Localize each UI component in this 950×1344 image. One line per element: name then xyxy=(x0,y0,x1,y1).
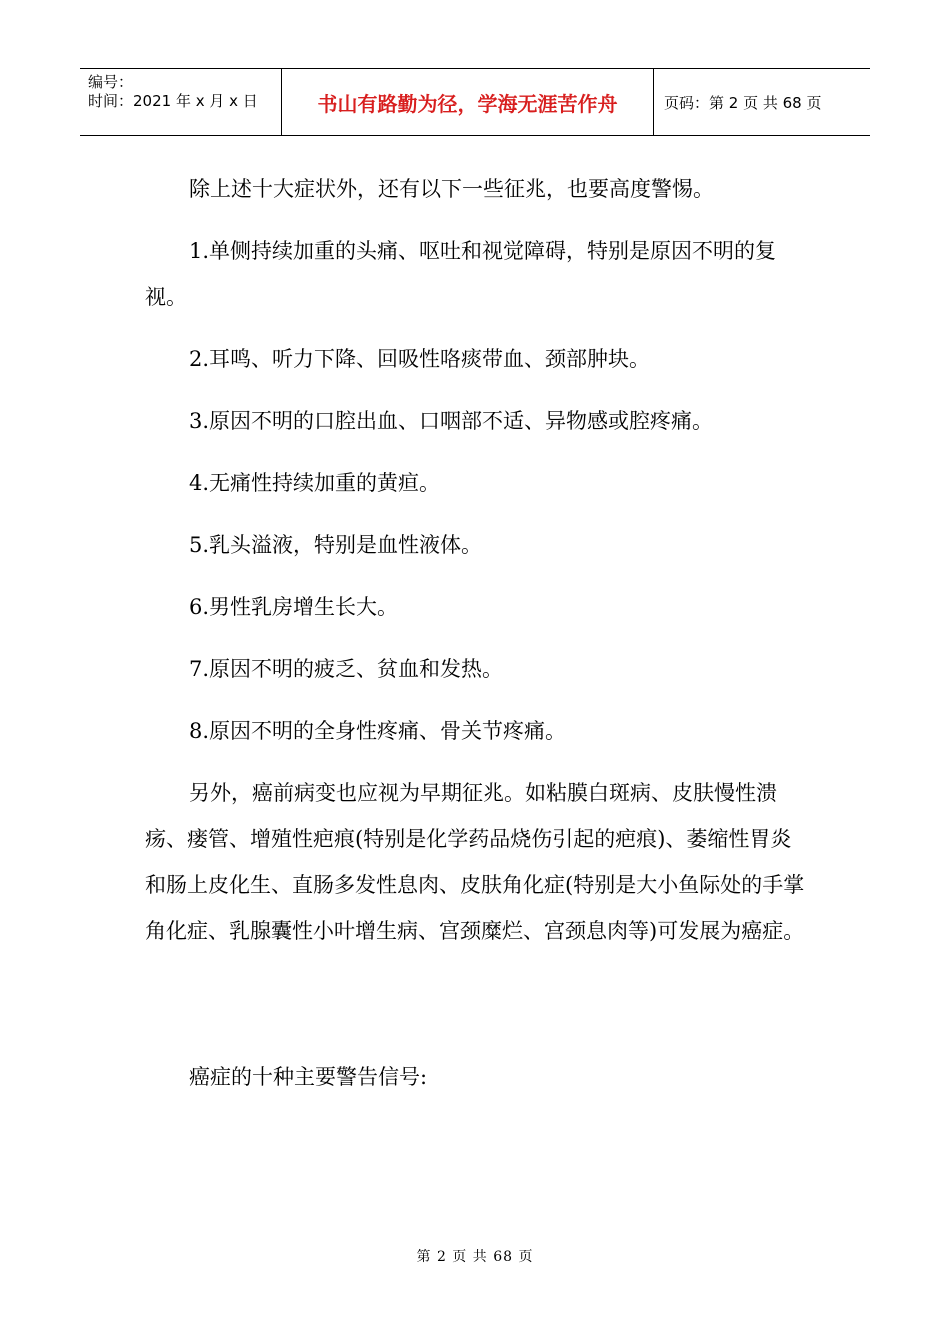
header-meta xyxy=(80,69,282,135)
document-date: 时间：2021 年 x 月 x 日 xyxy=(88,92,258,110)
document-body xyxy=(145,166,810,1100)
list-item: 5.乳头溢液，特别是血性液体。 xyxy=(189,533,483,557)
intro-paragraph: 除上述十大症状外，还有以下一些征兆，也要高度警惕。 xyxy=(189,177,714,201)
list-item: 4.无痛性持续加重的黄疸。 xyxy=(189,471,441,495)
document-number-label: 编号： xyxy=(88,73,134,91)
list-item: 2.耳鸣、听力下降、回吸性咯痰带血、颈部肿块。 xyxy=(189,347,651,371)
page-footer: 第 2 页 共 68 页 xyxy=(416,1249,534,1265)
header-motto: 书山有路勤为径，学海无涯苦作舟 xyxy=(282,69,654,135)
header-page-info: 页码：第 2 页 共 68 页 xyxy=(664,93,822,112)
list-item: 6.男性乳房增生长大。 xyxy=(189,595,399,619)
section-heading: 癌症的十种主要警告信号: xyxy=(189,1065,428,1089)
list-item: 3.原因不明的口腔出血、口咽部不适、异物感或腔疼痛。 xyxy=(189,409,714,433)
page-header xyxy=(80,68,870,136)
extra-paragraph: 另外，癌前病变也应视为早期征兆。如粘膜白斑病、皮肤慢性溃疡、瘘管、增殖性疤痕(特别是化学药品烧伤引起的疤痕)、萎缩性胃炎和肠上皮化生、直肠多发性息肉、皮肤角化症(特别是大小鱼际处的手掌角化症、乳腺囊性小叶增生病、宫颈糜烂、宫颈息肉等)可发展为癌症。 xyxy=(145,781,805,943)
list-item: 1.单侧持续加重的头痛、呕吐和视觉障碍，特别是原因不明的复视。 xyxy=(145,239,777,309)
list-item: 7.原因不明的疲乏、贫血和发热。 xyxy=(189,657,504,681)
list-item: 8.原因不明的全身性疼痛、骨关节疼痛。 xyxy=(189,719,567,743)
